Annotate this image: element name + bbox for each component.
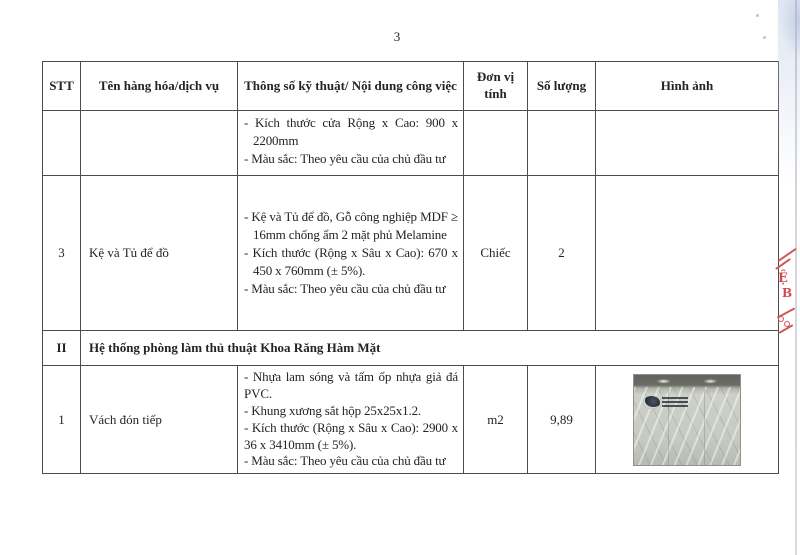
cell-unit: Chiếc xyxy=(464,176,528,331)
spec-line: - Khung xương sắt hộp 25x25x1.2. xyxy=(244,402,422,418)
cell-name: Vách đón tiếp xyxy=(81,366,238,474)
table-row-item-3 xyxy=(43,176,779,331)
wall-logo-icon xyxy=(643,396,660,409)
stamp-glyph: Ệ xyxy=(778,271,788,286)
spec-line: - Kích thước (Rộng x Sâu x Cao): 670 x 450 x 760mm (± 5%). xyxy=(244,244,458,279)
table-row-item-1 xyxy=(43,366,779,474)
cell-spec xyxy=(238,176,464,331)
spec-line: - Kích thước (Rộng x Sâu x Cao): 2900 x 36 x 3410mm (± 5%). xyxy=(244,419,458,452)
cell-name: Kệ và Tủ để đồ xyxy=(81,176,238,331)
scan-speck xyxy=(763,36,766,39)
col-header-stt: STT xyxy=(43,62,81,111)
spec-line: - Màu sắc: Theo yêu cầu của chủ đầu tư xyxy=(244,151,446,167)
cell-stt: 3 xyxy=(43,176,81,331)
cell-qty-empty xyxy=(528,111,596,176)
cell-image-empty xyxy=(596,111,779,176)
col-header-name: Tên hàng hóa/dịch vụ xyxy=(81,62,238,111)
col-header-unit: Đơn vị tính xyxy=(464,62,528,111)
cell-unit: m2 xyxy=(464,366,528,474)
stamp-glyph: B xyxy=(782,286,793,300)
col-header-qty: Số lượng xyxy=(528,62,596,111)
cell-qty: 2 xyxy=(528,176,596,331)
table-row-section-2 xyxy=(43,331,779,366)
cell-unit-empty xyxy=(464,111,528,176)
cell-stt-empty xyxy=(43,111,81,176)
col-header-image: Hình ảnh xyxy=(596,62,779,111)
spec-line: - Màu sắc: Theo yêu cầu của chủ đầu tư xyxy=(244,453,446,469)
cell-qty: 9,89 xyxy=(528,366,596,474)
cell-spec xyxy=(238,366,464,474)
cell-stt: 1 xyxy=(43,366,81,474)
cell-section-number: II xyxy=(43,331,81,366)
red-stamp-fragment xyxy=(766,246,800,340)
section-title: Hệ thống phòng làm thủ thuật Khoa Răng Hàm Mặt xyxy=(81,331,779,366)
product-photo-reception-wall xyxy=(633,374,741,466)
stamp-ring xyxy=(778,316,784,322)
table-row-continuation xyxy=(43,111,779,176)
scan-speck xyxy=(756,14,759,17)
spec-line: - Màu sắc: Theo yêu cầu của chủ đầu tư xyxy=(244,281,446,297)
col-header-spec: Thông số kỹ thuật/ Nội dung công việc xyxy=(238,62,464,111)
page-number: 3 xyxy=(393,29,401,44)
cell-name-empty xyxy=(81,111,238,176)
wall-logo-text xyxy=(662,397,688,409)
header-row xyxy=(43,62,779,111)
spec-line: - Kích thước cửa Rộng x Cao: 900 x 2200mm xyxy=(244,115,458,149)
cell-image-empty xyxy=(596,176,779,331)
panel-seam xyxy=(704,389,705,465)
spec-line: - Nhựa lam sóng và tấm ốp nhựa giả đá PVC. xyxy=(244,369,458,401)
cell-image xyxy=(596,366,779,474)
cell-spec xyxy=(238,111,464,176)
items-table xyxy=(42,61,779,474)
spec-line: - Kệ và Tủ để đồ, Gỗ công nghiệp MDF ≥ 16mm chống ẩm 2 mặt phủ Melamine xyxy=(244,208,458,242)
